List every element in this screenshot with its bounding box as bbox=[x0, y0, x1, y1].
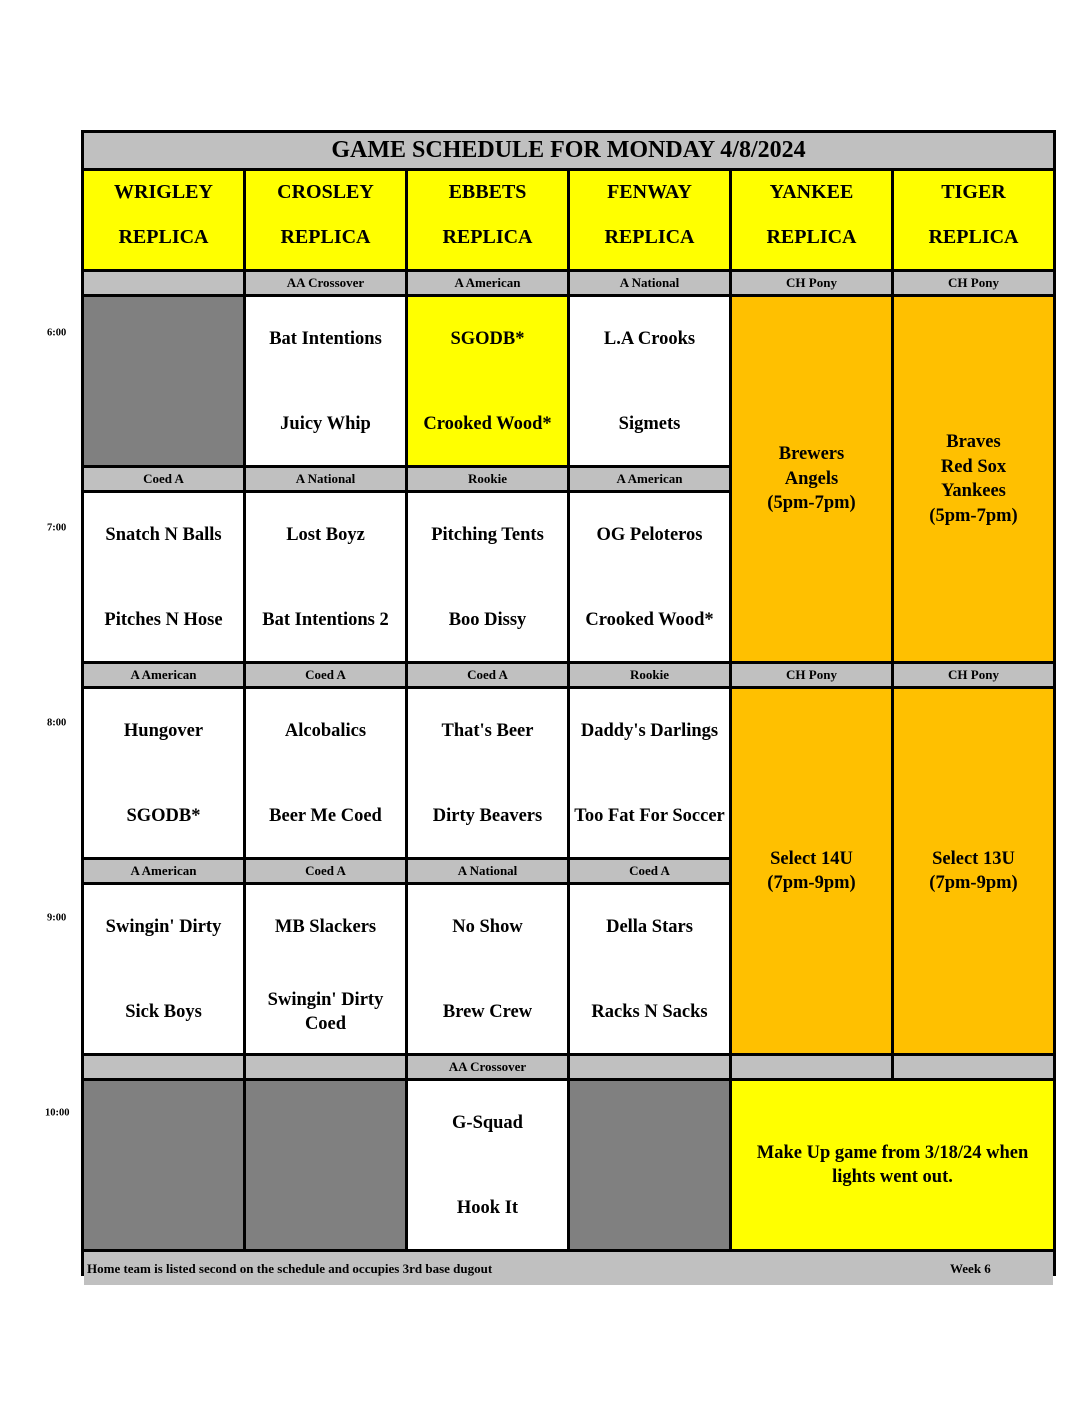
division-label: Coed A bbox=[84, 468, 243, 490]
field-name: YANKEE bbox=[769, 181, 854, 203]
field-name: EBBETS bbox=[448, 181, 527, 203]
schedule-table bbox=[81, 130, 1056, 1276]
game-cell bbox=[570, 885, 729, 1053]
division-label bbox=[732, 1056, 891, 1078]
division-label: A American bbox=[84, 860, 243, 882]
time-label: 8:00 bbox=[47, 717, 67, 729]
field-sub: REPLICA bbox=[604, 226, 695, 248]
game-cell bbox=[570, 689, 729, 857]
division-label bbox=[246, 1056, 405, 1078]
home-team: Sigmets bbox=[618, 414, 681, 434]
away-team: Alcobalics bbox=[284, 721, 367, 741]
game-cell bbox=[408, 297, 567, 465]
field-sub: REPLICA bbox=[928, 226, 1019, 248]
time-label: 9:00 bbox=[47, 912, 67, 924]
game-cell bbox=[408, 493, 567, 661]
game-cell bbox=[246, 493, 405, 661]
game-cell bbox=[408, 1081, 567, 1249]
game-cell bbox=[246, 689, 405, 857]
division-label: AA Crossover bbox=[246, 272, 405, 294]
away-team: SGODB* bbox=[450, 329, 525, 349]
game-cell bbox=[84, 689, 243, 857]
home-team: Pitches N Hose bbox=[104, 610, 223, 630]
home-team: Sick Boys bbox=[125, 1002, 202, 1022]
home-team: Boo Dissy bbox=[448, 610, 527, 630]
division-label: CH Pony bbox=[732, 272, 891, 294]
division-label: Coed A bbox=[246, 860, 405, 882]
field-name: CROSLEY bbox=[277, 181, 374, 203]
schedule-footer bbox=[84, 1252, 1053, 1285]
division-label: Rookie bbox=[408, 468, 567, 490]
division-label: A National bbox=[570, 272, 729, 294]
tiger-early-block: Braves Red Sox Yankees (5pm-7pm) bbox=[894, 297, 1053, 661]
game-cell bbox=[84, 885, 243, 1053]
time-label: 6:00 bbox=[47, 327, 67, 339]
home-team: Beer Me Coed bbox=[269, 806, 382, 826]
home-team: Brew Crew bbox=[442, 1002, 533, 1022]
field-header-fenway bbox=[570, 171, 729, 269]
yankee-late-block: Select 14U (7pm-9pm) bbox=[732, 689, 891, 1053]
away-team: Lost Boyz bbox=[286, 525, 365, 545]
field-name: TIGER bbox=[941, 181, 1006, 203]
yankee-early-block: Brewers Angels (5pm-7pm) bbox=[732, 297, 891, 661]
empty-slot bbox=[84, 1081, 243, 1249]
field-header-ebbets bbox=[408, 171, 567, 269]
division-label: Coed A bbox=[570, 860, 729, 882]
game-cell bbox=[408, 885, 567, 1053]
division-label: CH Pony bbox=[894, 272, 1053, 294]
away-team: MB Slackers bbox=[274, 917, 377, 937]
game-cell bbox=[570, 493, 729, 661]
home-team: Hook It bbox=[456, 1198, 519, 1218]
field-sub: REPLICA bbox=[766, 226, 857, 248]
game-cell bbox=[246, 297, 405, 465]
field-sub: REPLICA bbox=[442, 226, 533, 248]
tiger-late-block: Select 13U (7pm-9pm) bbox=[894, 689, 1053, 1053]
away-team: Swingin' Dirty bbox=[105, 917, 222, 937]
field-sub: REPLICA bbox=[118, 226, 209, 248]
field-header-tiger bbox=[894, 171, 1053, 269]
footer-note: Home team is listed second on the schedule and occupies 3rd base dugout bbox=[87, 1260, 493, 1276]
home-team: Bat Intentions 2 bbox=[262, 610, 389, 630]
division-label bbox=[84, 272, 243, 294]
makeup-note: Make Up game from 3/18/24 when lights went out. bbox=[732, 1081, 1053, 1249]
away-team: Hungover bbox=[123, 721, 204, 741]
away-team: Bat Intentions bbox=[269, 329, 382, 349]
division-label: A American bbox=[570, 468, 729, 490]
away-team: Snatch N Balls bbox=[105, 525, 222, 545]
division-label bbox=[570, 1056, 729, 1078]
game-cell bbox=[246, 885, 405, 1053]
field-header-crosley bbox=[246, 171, 405, 269]
home-team: Crooked Wood* bbox=[585, 610, 714, 630]
away-team: OG Peloteros bbox=[596, 525, 703, 545]
division-label: AA Crossover bbox=[408, 1056, 567, 1078]
field-name: FENWAY bbox=[607, 181, 692, 203]
field-sub: REPLICA bbox=[280, 226, 371, 248]
home-team: Juicy Whip bbox=[280, 414, 371, 434]
away-team: Della Stars bbox=[606, 917, 693, 937]
away-team: That's Beer bbox=[441, 721, 534, 741]
time-label: 7:00 bbox=[47, 522, 67, 534]
time-label: 10:00 bbox=[45, 1107, 70, 1119]
game-cell bbox=[84, 493, 243, 661]
week-label: Week 6 bbox=[950, 1260, 991, 1276]
empty-slot bbox=[84, 297, 243, 465]
away-team: G-Squad bbox=[452, 1113, 523, 1133]
home-team: SGODB* bbox=[126, 806, 201, 826]
home-team: Too Fat For Soccer bbox=[574, 806, 725, 826]
away-team: L.A Crooks bbox=[603, 329, 696, 349]
empty-slot bbox=[246, 1081, 405, 1249]
division-label: CH Pony bbox=[894, 664, 1053, 686]
empty-slot bbox=[570, 1081, 729, 1249]
home-team: Crooked Wood* bbox=[423, 414, 552, 434]
away-team: Pitching Tents bbox=[431, 525, 544, 545]
division-label bbox=[84, 1056, 243, 1078]
home-team: Swingin' Dirty Coed bbox=[267, 990, 384, 1034]
game-cell bbox=[570, 297, 729, 465]
field-header-wrigley bbox=[84, 171, 243, 269]
division-label: Rookie bbox=[570, 664, 729, 686]
away-team: No Show bbox=[452, 917, 523, 937]
home-team: Racks N Sacks bbox=[591, 1002, 708, 1022]
schedule-title: GAME SCHEDULE FOR MONDAY 4/8/2024 bbox=[84, 133, 1053, 168]
field-header-yankee bbox=[732, 171, 891, 269]
division-label: Coed A bbox=[246, 664, 405, 686]
division-label bbox=[894, 1056, 1053, 1078]
game-cell bbox=[408, 689, 567, 857]
field-name: WRIGLEY bbox=[114, 181, 213, 203]
division-label: CH Pony bbox=[732, 664, 891, 686]
away-team: Daddy's Darlings bbox=[580, 721, 719, 741]
home-team: Dirty Beavers bbox=[432, 806, 543, 826]
division-label: Coed A bbox=[408, 664, 567, 686]
division-label: A American bbox=[408, 272, 567, 294]
division-label: A National bbox=[246, 468, 405, 490]
division-label: A American bbox=[84, 664, 243, 686]
division-label: A National bbox=[408, 860, 567, 882]
